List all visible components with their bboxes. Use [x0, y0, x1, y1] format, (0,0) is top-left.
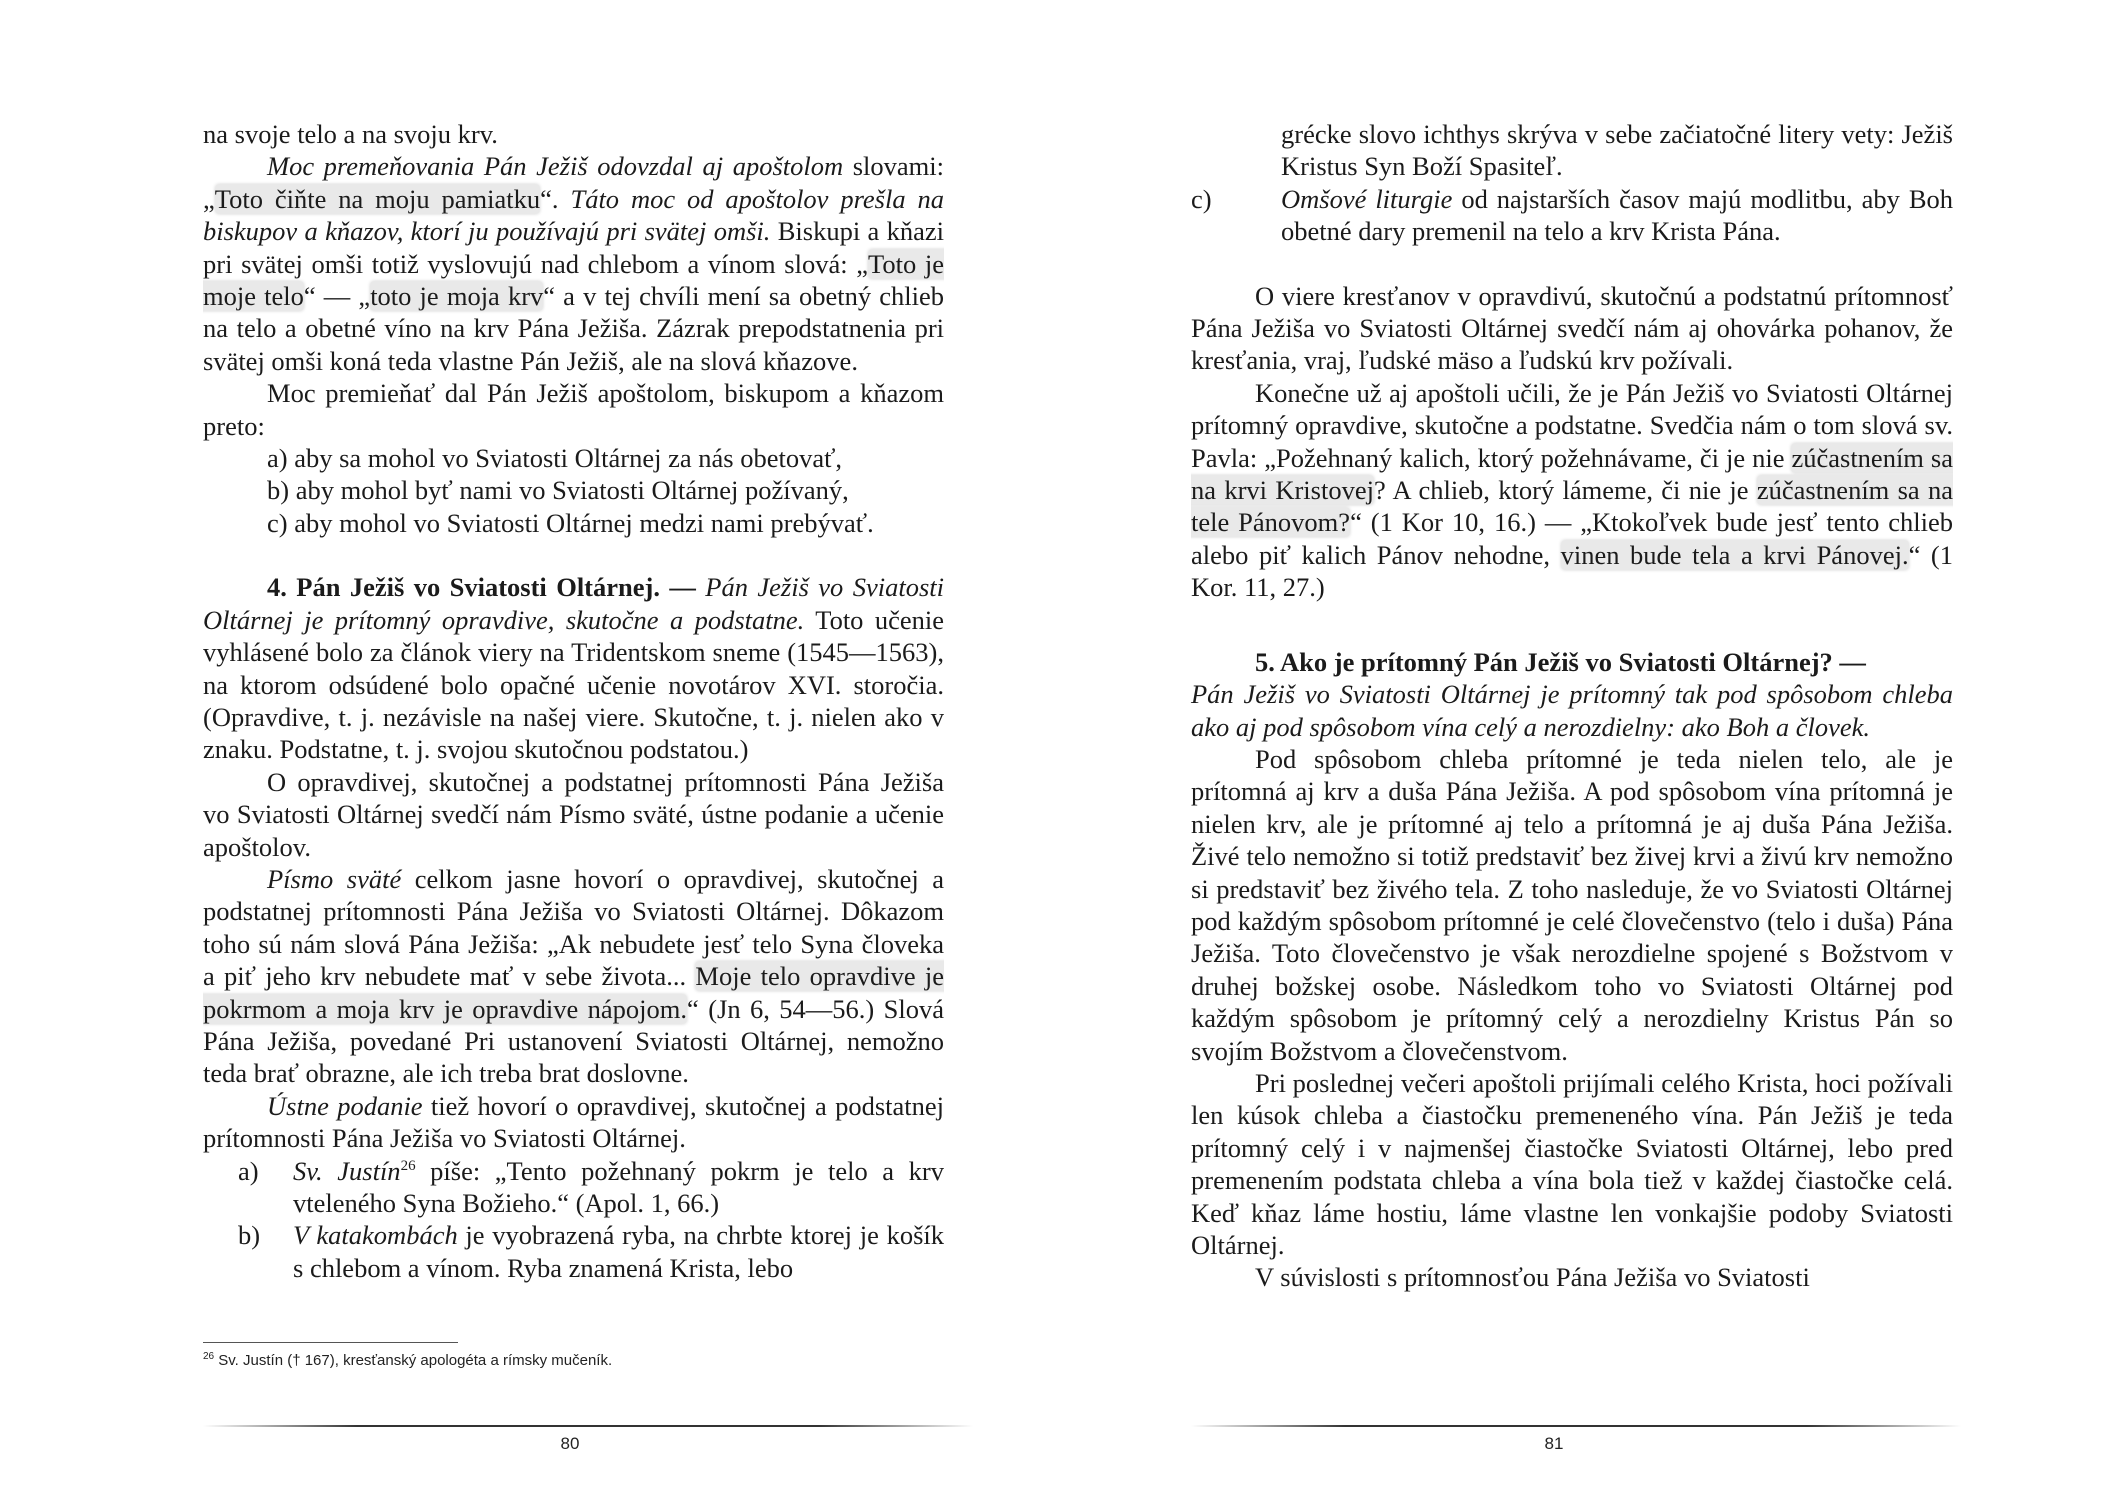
highlighted-text: zúčastnením sa na tele Pánovom?: [1191, 475, 1953, 538]
text: Konečne už aj apoštoli učili, že je Pán Ježiš vo Sviatosti Oltárnej prítomný opravdive, skutočne a podstatne. Svedčia nám o tom slová sv. Pavla: „Požehnaný kalich, ktorý požehnávame, či je nie: [1191, 377, 1953, 473]
paragraph: O opravdivej, skutočnej a podstatnej prítomnosti Pána Ježiša vo Sviatosti Oltárnej svedčí nám Písmo sväté, ústne podanie a učenie apoštolov.: [203, 766, 944, 862]
highlighted-text: Moje telo opravdive je pokrmom a moja krv je opravdive nápojom.: [203, 961, 945, 1024]
highlighted-text: Toto čiňte na moju pamiatku: [214, 183, 541, 214]
highlighted-text: Toto je moje telo: [203, 248, 945, 312]
list-continuation: grécke slovo ichthys skrýva v sebe začiatočné litery vety: Ježiš Kristus Syn Boží Spasiteľ.: [1281, 119, 1953, 182]
section-heading: 5. Ako je prítomný Pán Ježiš vo Sviatosti Oltárnej? —: [1255, 646, 1866, 677]
text: tiež hovorí o opravdivej, skutočnej a podstatnej prítomnosti Pána Ježiša vo Sviatosti Oltárnej.: [203, 1090, 944, 1154]
list-text: [293, 1155, 944, 1220]
page-number: 80: [560, 1434, 580, 1453]
footnote-divider: [203, 1342, 458, 1343]
page-divider: [1191, 1425, 1961, 1427]
text: “ (Jn 6, 54—56.) Slová Pána Ježiša, povedané Pri ustanovení Sviatosti Oltárnej, nemožno teda brať obrazne, ale ich treba brat doslovne.: [203, 993, 944, 1089]
paragraph: O viere kresťanov v opravdivú, skutočnú a podstatnú prítomnosť Pána Ježiša vo Sviatosti Oltárnej svedčí nám aj ohovárka pohanov, že kresťania, vraj, ľudské mäso a ľudskú krv požívali.: [1191, 280, 1953, 376]
text: ? A chlieb, ktorý lámeme, či nie je: [1373, 475, 1757, 506]
italic-text: Ústne podanie: [267, 1090, 423, 1121]
paragraph: Pri poslednej večeri apoštoli prijímali celého Krista, hoci požívali len kúsok chleba a čiastočku premeneného vína. Pán Ježiš je teda prítomný celý i v najmenšej čiastočke Sviatosti Oltárnej, lebo pred premenením podstata chleba a vína bola tiež v každej čiastočke celá. Keď kňaz láme hostiu, láme vlastne len vonkajšie podoby Sviatosti Oltárnej.: [1191, 1067, 1953, 1260]
section-4: [203, 571, 944, 765]
section-heading: 4. Pán Ježiš vo Sviatosti Oltárnej. —: [267, 572, 696, 603]
italic-text: Moc premeňovania Pán Ježiš odovzdal aj apoštolom: [267, 151, 844, 182]
text: “.: [540, 183, 571, 214]
highlighted-text: zúčastnením sa na krvi Kristovej: [1191, 442, 1953, 506]
right-page: [1061, 0, 2122, 1500]
paragraph: Moc premieňať dal Pán Ježiš apoštolom, biskupom a kňazom preto:: [203, 378, 944, 441]
section-5: [1191, 646, 1953, 678]
text: “ — „: [303, 281, 371, 312]
text: “ a v tej chvíli mení sa obetný chlieb na telo a obetné víno na krv Pána Ježiša. Zázrak prepodstatnenia pri svätej omši koná teda vlastne Pán Ježiš, ale na slová kňazove.: [203, 281, 944, 376]
text: celkom jasne hovorí o opravdivej, skutočnej a podstatnej prítomnosti Pána Ježiša vo Sviatosti Oltárnej. Dôkazom toho sú nám slová Pána Ježiša: „Ak nebudete jesť telo Syna človeka a piť jeho krv nebudete mať v sebe života...: [203, 863, 944, 992]
italic-text: Pán Ježiš vo Sviatosti Oltárnej je prítomný tak pod spôsobom chleba ako aj pod spôsobom vína celý a nerozdielny: ako Boh a človek.: [1191, 679, 1953, 742]
highlighted-text: vinen bude tela a krvi Pánovej.: [1560, 539, 1909, 570]
list-item: b) aby mohol byť nami vo Sviatosti Oltárnej požívaný,: [267, 475, 849, 506]
text: Biskupi a kňazi pri svätej omši totiž vyslovujú nad chlebom a vínom slová: „: [203, 216, 944, 279]
list-marker: c): [1191, 183, 1212, 214]
text: “ (1 Kor 10, 16.) — „Ktokoľvek bude jesť tento chlieb alebo piť kalich Pánov nehodne,: [1191, 507, 1954, 570]
list-item: a) aby sa mohol vo Sviatosti Oltárnej za nás obetovať,: [267, 443, 843, 474]
text: je vyobrazená ryba, na chrbte ktorej je košík s chlebom a vínom. Ryba znamená Krista, lebo: [293, 1220, 944, 1283]
footnote-number: 26: [203, 1351, 215, 1362]
italic-text: V katakombách: [293, 1220, 458, 1251]
italic-text: Sv. Justín: [293, 1155, 401, 1186]
highlighted-text: toto je moja krv: [370, 281, 544, 312]
paragraph: [203, 863, 944, 1090]
list-item: c) aby mohol vo Sviatosti Oltárnej medzi nami prebývať.: [267, 507, 874, 538]
text: píše: „Tento požehnaný pokrm je telo a krv vteleného Syna Božieho.“ (Apol. 1, 66.): [293, 1155, 944, 1218]
section-thesis: [1191, 678, 1953, 743]
left-text-column: [203, 118, 944, 1284]
list-item: [1191, 183, 1953, 248]
paragraph: [203, 150, 944, 377]
list-marker: b): [238, 1220, 261, 1251]
text: slovami: „: [203, 151, 944, 214]
paragraph: [1191, 377, 1953, 604]
italic-text: Omšové liturgie: [1281, 183, 1453, 214]
list-text: [293, 1219, 944, 1284]
list-marker: a): [238, 1155, 259, 1186]
page-number: 81: [1544, 1434, 1564, 1453]
section-thesis: Pán Ježiš vo Sviatosti Oltárnej je prítomný opravdive, skutočne a podstatne.: [203, 572, 944, 635]
footnote: [203, 1352, 944, 1369]
list-text: [1281, 183, 1953, 248]
paragraph: na svoje telo a na svoju krv.: [203, 119, 498, 149]
list-item: [203, 1219, 944, 1284]
italic-text: Písmo sväté: [267, 863, 402, 894]
paragraph: [203, 1090, 944, 1155]
list-item: [203, 1155, 944, 1220]
italic-text: Táto moc od apoštolov prešla na biskupov a kňazov, ktorí ju používajú pri svätej omši.: [203, 183, 944, 247]
text: “ (1 Kor. 11, 27.): [1191, 539, 1953, 603]
right-text-column: [1191, 118, 1953, 1294]
text: od najstarších časov majú modlitbu, aby Boh obetné dary premenil na telo a krv Krista Pána.: [1281, 183, 1953, 247]
paragraph: Pod spôsobom chleba prítomné je teda nielen telo, ale je prítomná aj krv a duša Pána Ježiša. A pod spôsobom vína prítomná je nielen krv, ale je prítomné aj telo a prítomná je aj duša Pána Ježiša. Živé telo nemožno si totiž predstaviť bez živej krvi a živú krv nemožno si predstaviť bez živého tela. Z toho nasleduje, že vo Sviatosti Oltárnej pod každým spôsobom prítomné je celé človečenstvo (telo i duša) Pána Ježiša. Toto človečenstvo je však nerozdielne spojené s Božstvom v druhej božskej osobe. Následkom toho vo Sviatosti Oltárnej pod každým spôsobom je prítomný celý a nerozdielny Kristus Pán so svojím Božstvom a človečenstvom.: [1191, 743, 1953, 1066]
footnote-ref[interactable]: 26: [400, 1157, 416, 1174]
text: Toto učenie vyhlásené bolo za článok viery na Tridentskom sneme (1545—1563), na ktorom odsúdené bolo opačné učenie novotárov XVI. storočia. (Opravdive, t. j. nezávisle na našej viere. Skutočne, t. j. nielen ako v znaku. Podstatne, t. j. svojou skutočnou podstatou.): [203, 604, 944, 765]
page-divider: [203, 1425, 973, 1427]
footnote-text: Sv. Justín († 167), kresťanský apologéta a rímsky mučeník.: [214, 1352, 613, 1369]
paragraph: V súvislosti s prítomnosťou Pána Ježiša vo Sviatosti: [1255, 1262, 1810, 1293]
